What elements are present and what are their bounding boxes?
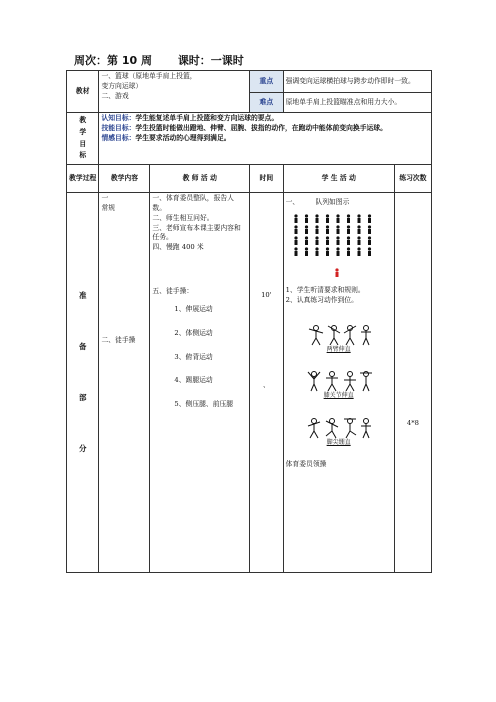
exercise-item: 3、俯背运动: [174, 352, 213, 361]
stick-figures-icon: [304, 370, 374, 392]
student-marker: [347, 236, 350, 245]
objectives-content: [99, 113, 432, 165]
student-marker: [326, 225, 329, 234]
student-item: 1、学生听清要求和规则。: [285, 285, 365, 294]
student-item: 2、认真练习动作到位。: [285, 295, 358, 304]
exercise-item: 2、体侧运动: [174, 328, 213, 337]
knee-straight-figure: [304, 370, 392, 401]
stage-char: 准: [78, 291, 87, 300]
stage-char: 分: [78, 443, 87, 453]
objective-text: 学生投篮时能做出蹬地、伸臂、屈腕、拔指的动作，在跑动中能体前变向换手运球。: [135, 123, 387, 132]
time-cell: [250, 193, 284, 573]
page-header: [74, 52, 266, 68]
exercise-title: 五、徒手操：: [152, 287, 194, 296]
student-marker: [326, 214, 329, 223]
student-marker: [294, 236, 297, 245]
preparation-row: [67, 193, 432, 573]
column-header-row: [67, 165, 432, 193]
student-marker: [336, 214, 339, 223]
col-time: 时间: [250, 165, 284, 193]
lesson-plan-table: [66, 70, 432, 573]
key-point-label: 重点: [250, 71, 284, 93]
teacher-item: 四、慢跑 400 米: [152, 243, 204, 252]
col-student: 学 生 活 动: [283, 165, 394, 193]
student-marker: [357, 214, 360, 223]
student-marker: [357, 236, 360, 245]
student-marker: [315, 247, 318, 256]
material-content: [99, 71, 250, 113]
formation-title: 一、: [285, 198, 300, 206]
student-marker: [368, 247, 371, 256]
stage-label: [67, 193, 99, 573]
student-marker: [294, 247, 297, 256]
objective-prefix: 技能目标：: [101, 123, 136, 132]
hours-label: 课时：一课时: [177, 54, 244, 67]
material-line: 变方向运球）: [101, 81, 143, 90]
teacher-item: 三、老师宣布本课主要内容和任务。: [152, 223, 241, 242]
time-value: 10': [261, 291, 272, 299]
student-marker: [305, 214, 308, 223]
student-marker: [336, 247, 339, 256]
exercise-item: 5、侧压腿、前压腿: [174, 400, 234, 409]
objectives-label-char: 标: [79, 151, 87, 160]
student-marker: [315, 214, 318, 223]
objectives-row: [67, 113, 432, 165]
col-reps: 练习次数: [394, 165, 431, 193]
difficulty-label: 难点: [250, 93, 284, 113]
stage-char: 备: [78, 341, 87, 351]
material-line: 二、游戏: [101, 91, 129, 100]
student-marker: [347, 225, 350, 234]
stick-figures-icon: [304, 417, 374, 439]
content-item: 二、徒手操: [101, 335, 136, 344]
objective-text: 学生要求活动的心理得到满足。: [135, 133, 231, 142]
student-marker: [326, 247, 329, 256]
student-marker: [305, 236, 308, 245]
difficulty-text: 原地单手肩上投篮瞄准点和用力大小。: [283, 93, 431, 113]
objective-prefix: 认知目标：: [101, 114, 136, 122]
student-marker: [305, 247, 308, 256]
material-label: 教材: [67, 71, 99, 113]
student-marker: [347, 247, 350, 256]
objective-affective: [101, 134, 429, 144]
leader-marker: [335, 268, 338, 277]
student-marker: [294, 225, 297, 234]
formation-diagram: [290, 212, 378, 282]
figure-caption: 脚尖绷直: [326, 438, 351, 446]
objective-cognitive: [101, 114, 429, 124]
formation-heading: [286, 198, 392, 208]
student-marker: [368, 225, 371, 234]
student-marker: [315, 236, 318, 245]
col-teacher: 教 师 活 动: [150, 165, 250, 193]
content-item: 一: [101, 194, 109, 202]
stretch-arms-figure: [304, 324, 392, 355]
col-process: 教学过程: [67, 165, 99, 193]
objectives-label-char: 学: [79, 127, 87, 136]
teacher-activity-cell: [150, 193, 250, 573]
time-mark: 、: [262, 380, 270, 389]
student-marker: [347, 214, 350, 223]
toe-point-figure: [304, 417, 392, 448]
objective-prefix: 情感目标：: [101, 133, 136, 142]
student-activity-cell: [283, 193, 394, 573]
material-line: 一、篮球（原地单手肩上投篮，: [101, 72, 197, 80]
stick-figures-icon: [304, 324, 374, 346]
key-point-text: 强调变向运球横拍球与跨步动作即时一致。: [283, 71, 431, 93]
content-item: 常规: [101, 203, 116, 212]
student-marker: [368, 214, 371, 223]
objectives-label-char: 目: [79, 139, 87, 148]
week-label: 周次：第 10 周: [74, 54, 152, 67]
objective-skill: [101, 124, 429, 134]
content-cell: [99, 193, 150, 573]
objectives-label-char: 教: [79, 116, 87, 125]
student-marker: [336, 225, 339, 234]
reps-value: 4*8: [406, 419, 419, 427]
student-marker: [368, 236, 371, 245]
formation-text: 队列如图示: [315, 198, 350, 206]
student-marker: [357, 225, 360, 234]
leader-note: 体育委员领操: [285, 459, 327, 468]
reps-cell: [394, 193, 431, 573]
figure-caption: 两臂伸直: [326, 345, 351, 353]
col-content: 教学内容: [99, 165, 150, 193]
material-row: [67, 71, 432, 93]
student-marker: [315, 225, 318, 234]
teacher-item: 一、体育委员整队，报告人数。: [152, 194, 234, 212]
student-marker: [326, 236, 329, 245]
objectives-label: [67, 113, 99, 165]
exercise-item: 4、踢腿运动: [174, 376, 213, 385]
student-marker: [294, 214, 297, 223]
exercise-item: 1、伸展运动: [174, 304, 213, 313]
figure-caption: 膝关节伸直: [323, 392, 354, 400]
objective-text: 学生能复述单手肩上投篮和变方向运球的要点。: [135, 114, 279, 122]
student-marker: [336, 236, 339, 245]
stage-char: 部: [78, 392, 87, 402]
student-marker: [305, 225, 308, 234]
teacher-item: 二、师生相互问好。: [152, 213, 214, 222]
student-marker: [357, 247, 360, 256]
